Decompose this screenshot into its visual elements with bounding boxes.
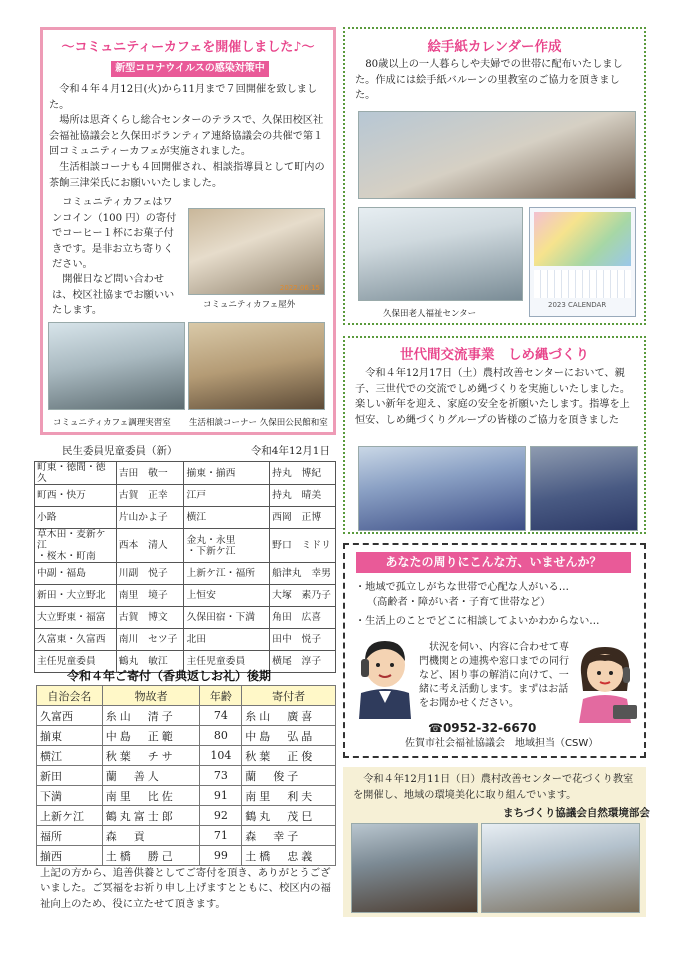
donation-deceased: 秋葉 チサ bbox=[102, 746, 200, 766]
donation-deceased: 土橋 勝己 bbox=[102, 846, 200, 866]
minsei-row bbox=[35, 462, 336, 485]
calendar-image bbox=[529, 207, 636, 317]
man-phone-icon bbox=[351, 635, 419, 719]
donations-row bbox=[37, 826, 336, 846]
donations-row bbox=[37, 746, 336, 766]
donations-row bbox=[37, 766, 336, 786]
donations-note: 上記の方から、追善供養としてご寄付を頂き、ありがとうございました。ご冥福をお祈り申し上げますとともに、校区内の福祉向上のため、役に立たせて頂きます。 bbox=[40, 867, 331, 910]
shimenawa-title: 世代間交流事業 しめ縄づくり bbox=[400, 347, 589, 363]
cafe-kitchen-caption: コミュニティカフェ調理実習室 bbox=[53, 418, 171, 428]
donations-header bbox=[37, 686, 336, 706]
minsei-area: 町東・徳間・徳久 bbox=[35, 462, 117, 485]
consult-banner: あなたの周りにこんな方、いませんか？ bbox=[356, 552, 631, 573]
minsei-row bbox=[35, 629, 336, 651]
cafe-outdoor-caption: コミュニティカフェ屋外 bbox=[203, 300, 296, 310]
minsei-member: 田中 悦子 bbox=[270, 629, 336, 651]
consult-bullet-1: ・地域で孤立しがちな世帯で心配な人がいる… bbox=[355, 582, 569, 593]
minsei-area: 町西・快万 bbox=[35, 485, 117, 507]
minsei-member: 西岡 正博 bbox=[270, 507, 336, 529]
minsei-member: 大塚 素乃子 bbox=[270, 585, 336, 607]
donation-area: 福所 bbox=[37, 826, 103, 846]
woman-phone-icon bbox=[569, 639, 641, 723]
cafe-title: ～コミュニティーカフェを開催しました♪～ bbox=[61, 40, 315, 55]
donation-area: 揃西 bbox=[37, 846, 103, 866]
minsei-member: 南川 セツ子 bbox=[116, 629, 184, 651]
photo-stamp: 2022.06.15 bbox=[279, 284, 320, 292]
flower-class-photo bbox=[351, 823, 478, 913]
donations-header-cell: 自治会名 bbox=[37, 686, 103, 706]
calendar-caption: 久保田老人福祉センター bbox=[383, 309, 477, 319]
machizukuri-body: 令和４年12月11日（日）農村改善センターで花づくり教室を開催し、地域の環境美化に取り組んでいます。 bbox=[353, 774, 634, 801]
donation-area: 久富西 bbox=[37, 706, 103, 726]
minsei-area: 揃東・揃西 bbox=[184, 462, 270, 485]
consultation-photo bbox=[188, 322, 325, 410]
minsei-member: 野口 ミドリ bbox=[270, 529, 336, 563]
donation-donor: 糸山 廣喜 bbox=[242, 706, 336, 726]
donation-age: 92 bbox=[200, 806, 242, 826]
donation-age: 80 bbox=[200, 726, 242, 746]
consult-org: 佐賀市社会福祉協議会 地域担当（CSW） bbox=[405, 738, 599, 749]
minsei-title: 民生委員児童委員（新） bbox=[62, 445, 178, 457]
calendar-title: 絵手紙カレンダー作成 bbox=[427, 39, 562, 55]
consult-bullet-2: ・生活上のことでどこに相談してよいかわからない… bbox=[355, 616, 600, 627]
donation-area: 上新ケ江 bbox=[37, 806, 103, 826]
cafe-para-1: 令和４年４月12日(火)から11月まで７回開催を致しました。 bbox=[49, 84, 318, 111]
donation-deceased: 南里 比佐 bbox=[102, 786, 200, 806]
minsei-member: 吉田 敬一 bbox=[116, 462, 184, 485]
minsei-member: 鶴丸 敏江 bbox=[116, 651, 184, 673]
donation-donor: 秋葉 正俊 bbox=[242, 746, 336, 766]
donation-age: 73 bbox=[200, 766, 242, 786]
consultation-caption: 生活相談コーナー 久保田公民館和室 bbox=[189, 418, 328, 428]
cafe-article bbox=[40, 27, 336, 435]
minsei-area: 主任児童委員 bbox=[184, 651, 270, 673]
minsei-member: 川副 悦子 bbox=[116, 563, 184, 585]
minsei-member: 片山かよ子 bbox=[116, 507, 184, 529]
donation-age: 91 bbox=[200, 786, 242, 806]
calendar-workshop-photo bbox=[358, 111, 636, 199]
calendar-article bbox=[343, 27, 646, 325]
minsei-row bbox=[35, 563, 336, 585]
donation-deceased: 糸山 清子 bbox=[102, 706, 200, 726]
consult-bullet-1-sub: （高齢者・障がい者・子育て世帯など） bbox=[367, 597, 551, 608]
donations-table bbox=[36, 685, 336, 866]
minsei-row bbox=[35, 507, 336, 529]
minsei-area: 上新ケ江・福所 bbox=[184, 563, 270, 585]
donations-row bbox=[37, 706, 336, 726]
donation-deceased: 中島 正範 bbox=[102, 726, 200, 746]
minsei-member: 持丸 博紀 bbox=[270, 462, 336, 485]
minsei-area: 横江 bbox=[184, 507, 270, 529]
minsei-row bbox=[35, 585, 336, 607]
minsei-member: 横尾 淳子 bbox=[270, 651, 336, 673]
minsei-row bbox=[35, 529, 336, 563]
machizukuri-signature: まちづくり協議会自然環境部会 bbox=[503, 807, 650, 819]
minsei-member: 古賀 正幸 bbox=[116, 485, 184, 507]
minsei-area: 上恒安 bbox=[184, 585, 270, 607]
donation-donor: 南里 利夫 bbox=[242, 786, 336, 806]
minsei-area: 金丸・永里 ・下新ケ江 bbox=[184, 529, 270, 563]
minsei-member: 古賀 博文 bbox=[116, 607, 184, 629]
donation-donor: 鶴丸 茂巳 bbox=[242, 806, 336, 826]
cafe-outdoor-photo bbox=[188, 208, 325, 295]
calendar-label: 2023 CALENDAR bbox=[548, 301, 607, 309]
donations-header-cell: 物故者 bbox=[102, 686, 200, 706]
donation-donor: 中島 弘晶 bbox=[242, 726, 336, 746]
donation-area: 揃東 bbox=[37, 726, 103, 746]
donations-row bbox=[37, 806, 336, 826]
cafe-para-5: 開催日など問い合わせは、校区社協までお願いいたします。 bbox=[52, 274, 175, 316]
consult-body: 状況を伺い、内容に合わせて専門機関との連携や窓口までの同行など、困り事の解消に向けて、一緒に考え活動します。まずはお話をお聞かせください。 bbox=[419, 642, 569, 709]
shimenawa-article bbox=[343, 336, 646, 534]
calendar-body: 80歳以上の一人暮らしや夫婦での世帯に配布いたしました。作成には絵手紙バルーンの里教室のご協力を頂きました。 bbox=[355, 59, 623, 101]
calendar-group-photo bbox=[358, 207, 523, 301]
donation-area: 横江 bbox=[37, 746, 103, 766]
consult-phone[interactable]: ☎0952-32-6670 bbox=[428, 721, 537, 735]
minsei-area: 中副・福島 bbox=[35, 563, 117, 585]
cafe-para-3: 生活相談コーナも４回開催され、相談指導員として町内の茶餉三津栄氏にお願いいたしました。 bbox=[49, 162, 325, 189]
minsei-area: 久富東・久富西 bbox=[35, 629, 117, 651]
flower-group-photo bbox=[481, 823, 640, 913]
minsei-member: 持丸 晴美 bbox=[270, 485, 336, 507]
minsei-area: 江戸 bbox=[184, 485, 270, 507]
minsei-table bbox=[34, 461, 336, 673]
donations-row bbox=[37, 846, 336, 866]
minsei-row bbox=[35, 607, 336, 629]
cafe-kitchen-photo bbox=[48, 322, 185, 410]
minsei-row bbox=[35, 485, 336, 507]
donation-age: 71 bbox=[200, 826, 242, 846]
cafe-para-4: コミュニティカフェはワンコイン（100 円）の寄付でコーヒー１杯にお菓子付きです。是非お立ち寄りください。 bbox=[52, 197, 177, 270]
donation-area: 下満 bbox=[37, 786, 103, 806]
minsei-title-row bbox=[34, 443, 336, 460]
minsei-area: 大立野東・福富 bbox=[35, 607, 117, 629]
cafe-banner: 新型コロナウイルスの感染対策中 bbox=[111, 61, 269, 77]
minsei-area: 新田・大立野北 bbox=[35, 585, 117, 607]
minsei-area: 北田 bbox=[184, 629, 270, 651]
shimenawa-making-photo bbox=[530, 446, 638, 531]
donations-row bbox=[37, 726, 336, 746]
minsei-date: 令和4年12月1日 bbox=[250, 445, 330, 457]
donation-age: 74 bbox=[200, 706, 242, 726]
shimenawa-body: 令和４年12月17日（土）農村改善センターにおいて、親子、三世代での交流でしめ縄づくりを実施しいたしました。楽しい新年を迎え、家庭の安全を祈願いたします。指導を上恒安、しめ縄づくりグループの皆様のご協力を頂きました bbox=[355, 368, 631, 426]
donation-age: 99 bbox=[200, 846, 242, 866]
donation-donor: 蘭 俊子 bbox=[242, 766, 336, 786]
minsei-member: 西本 清人 bbox=[116, 529, 184, 563]
minsei-area: 久保田宿・下満 bbox=[184, 607, 270, 629]
donations-header-cell: 年齢 bbox=[200, 686, 242, 706]
donation-deceased: 鶴丸富士郎 bbox=[102, 806, 200, 826]
donation-deceased: 森 貢 bbox=[102, 826, 200, 846]
donation-donor: 森 幸子 bbox=[242, 826, 336, 846]
donation-donor: 土橋 忠義 bbox=[242, 846, 336, 866]
minsei-member: 南里 境子 bbox=[116, 585, 184, 607]
donation-deceased: 蘭 善人 bbox=[102, 766, 200, 786]
cafe-para-2: 場所は思斉くらし総合センターのテラスで、久保田校区社会福祉協議会と久保田ボランティア連絡協議会の共催で第１回コミュニティーカフェが実施されました。 bbox=[49, 115, 324, 157]
consult-box bbox=[343, 543, 646, 758]
donations-title: 令和４年ご寄付（香典返しお礼）後期 bbox=[67, 669, 272, 683]
minsei-member: 角田 広喜 bbox=[270, 607, 336, 629]
minsei-area: 小路 bbox=[35, 507, 117, 529]
shimenawa-group-photo bbox=[358, 446, 526, 531]
donations-row bbox=[37, 786, 336, 806]
donations-header-cell: 寄付者 bbox=[242, 686, 336, 706]
donation-age: 104 bbox=[200, 746, 242, 766]
machizukuri-article bbox=[343, 767, 650, 917]
minsei-area: 主任児童委員 bbox=[35, 651, 117, 673]
minsei-area: 草木田・麦新ケ江 ・桜木・町南 bbox=[35, 529, 117, 563]
donation-area: 新田 bbox=[37, 766, 103, 786]
minsei-member: 船津丸 幸男 bbox=[270, 563, 336, 585]
